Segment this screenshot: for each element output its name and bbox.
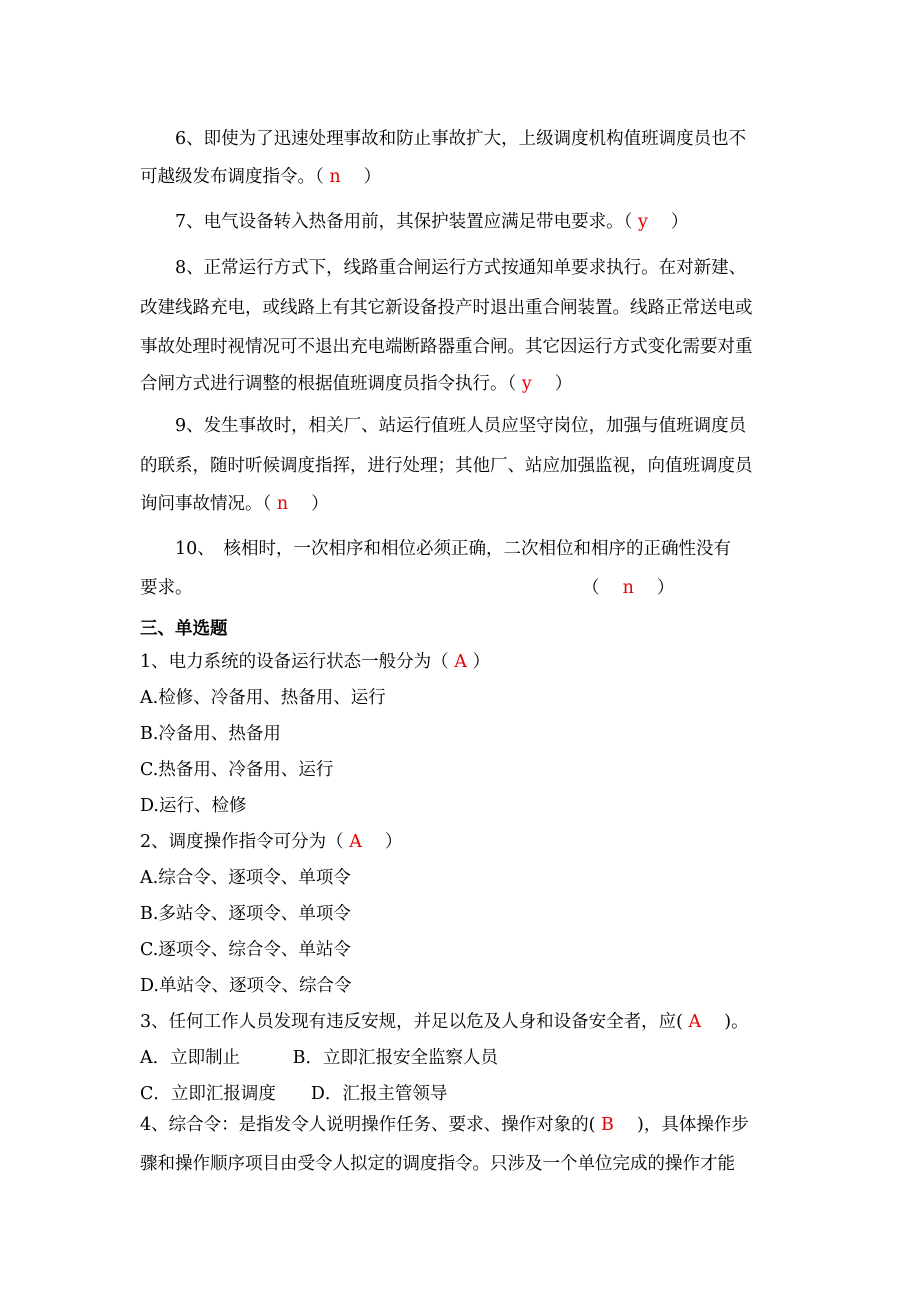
answer-mark: n — [276, 494, 289, 514]
tf-question-8-line-1: 8、正常运行方式下，线路重合闸运行方式按通知单要求执行。在对新建、 — [140, 258, 747, 278]
mc-option: C.热备用、冷备用、运行 — [140, 760, 334, 780]
tf-question-10-answer: （ n ） — [582, 578, 675, 598]
mc-question-2: 2、调度操作指令可分为（ A ） — [140, 832, 403, 852]
tf-question-8-line-3: 事故处理时视情况可不退出充电端断路器重合闸。其它因运行方式变化需要对重 — [140, 337, 753, 357]
answer-mark: A — [688, 1012, 702, 1032]
answer-mark: n — [622, 578, 634, 598]
mc-option: A.检修、冷备用、热备用、运行 — [140, 688, 386, 708]
tf-question-9-line-3: 询问事故情况。（ n ） — [140, 494, 329, 514]
answer-mark: A — [454, 652, 467, 672]
tf-question-10-line-2: 要求。 — [140, 578, 193, 598]
mc-option: A.综合令、逐项令、单项令 — [140, 868, 351, 888]
tf-question-9-line-1: 9、发生事故时，相关厂、站运行值班人员应坚守岗位，加强与值班调度员 — [140, 416, 747, 436]
mc-option: B.冷备用、热备用 — [140, 724, 281, 744]
mc-question-1: 1、电力系统的设备运行状态一般分为（ A ） — [140, 652, 490, 672]
tf-question-6-line-1: 6、即使为了迅速处理事故和防止事故扩大，上级调度机构值班调度员也不 — [140, 129, 747, 149]
mc-options-row: A．立即制止 B．立即汇报安全监察人员 — [140, 1048, 498, 1068]
mc-option: B.多站令、逐项令、单项令 — [140, 904, 351, 924]
answer-mark: y — [637, 212, 648, 232]
mc-option: D.运行、检修 — [140, 796, 247, 816]
answer-mark: A — [349, 832, 362, 852]
mc-options-row: C．立即汇报调度 D．汇报主管领导 — [140, 1084, 448, 1104]
tf-question-6-line-2: 可越级发布调度指令。（ n ） — [140, 167, 382, 187]
answer-mark: B — [601, 1115, 614, 1135]
section-title: 三、单选题 — [140, 619, 228, 639]
mc-option: D.单站令、逐项令、综合令 — [140, 976, 352, 996]
answer-mark: n — [329, 167, 341, 187]
answer-mark: y — [521, 374, 532, 394]
mc-question-4-line-1: 4、综合令：是指发令人说明操作任务、要求、操作对象的( B )，具体操作步 — [140, 1115, 749, 1135]
mc-question-3: 3、任何工作人员发现有违反安规，并足以危及人身和设备安全者，应( A )。 — [140, 1012, 749, 1032]
tf-question-9-line-2: 的联系，随时听候调度指挥，进行处理；其他厂、站应加强监视，向值班调度员 — [140, 456, 753, 476]
tf-question-8-line-2: 改建线路充电，或线路上有其它新设备投产时退出重合闸装置。线路正常送电或 — [140, 298, 753, 318]
tf-question-10-line-1: 10、 核相时，一次相序和相位必须正确，二次相位和相序的正确性没有 — [140, 539, 732, 559]
mc-question-4-line-2: 骤和操作顺序项目由受令人拟定的调度指令。只涉及一个单位完成的操作才能 — [140, 1154, 735, 1174]
tf-question-8-line-4: 合闸方式进行调整的根据值班调度员指令执行。（ y ） — [140, 374, 573, 394]
mc-option: C.逐项令、综合令、单站令 — [140, 940, 351, 960]
tf-question-7: 7、电气设备转入热备用前，其保护装置应满足带电要求。（ y ） — [140, 212, 689, 232]
